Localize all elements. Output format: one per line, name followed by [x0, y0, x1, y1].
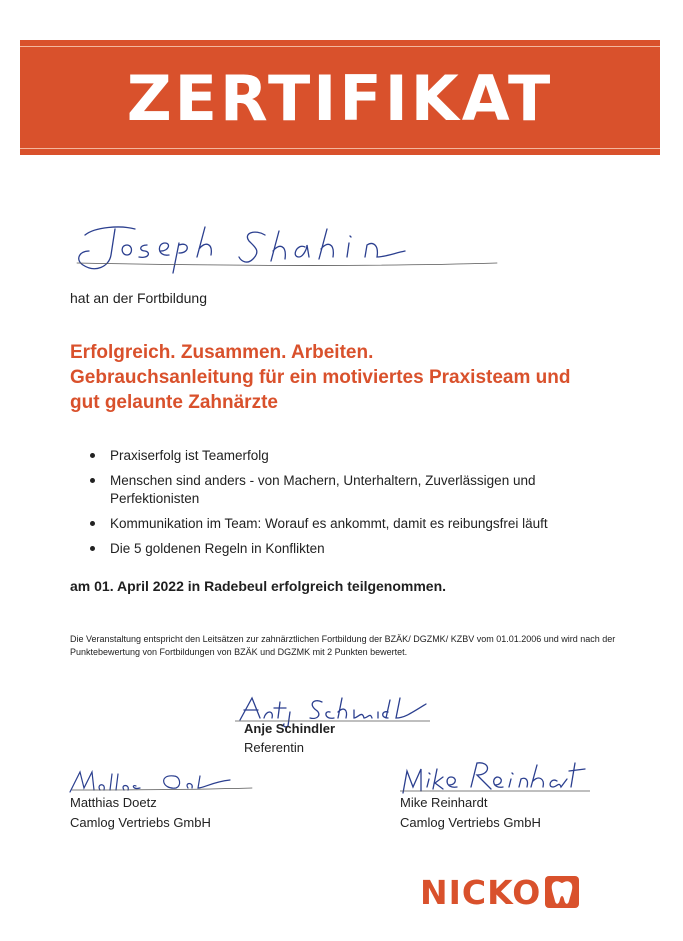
course-title [70, 340, 630, 415]
right-signatory-block [400, 795, 541, 830]
bullet-icon [90, 453, 95, 458]
list-item [70, 447, 610, 465]
certificate-banner [20, 40, 660, 155]
list-item [70, 472, 610, 508]
list-item [70, 515, 610, 533]
left-signatory-company: Camlog Vertriebs GmbH [70, 815, 211, 830]
topic-text: Kommunikation im Team: Worauf es ankommt, damit es reibungsfrei läuft [110, 516, 548, 531]
bullet-icon [90, 521, 95, 526]
tooth-logo-icon [543, 873, 583, 911]
speaker-role: Referentin [244, 740, 304, 755]
speaker-block [244, 721, 335, 755]
bullet-icon [90, 546, 95, 551]
speaker-name: Anje Schindler [244, 721, 336, 736]
course-title-line: Gebrauchsanleitung für ein motiviertes Praxisteam und [70, 367, 571, 388]
left-signatory-name: Matthias Doetz [70, 795, 157, 810]
certificate-title: ZERTIFIKAT [126, 62, 554, 135]
topic-list [70, 447, 610, 565]
topic-text: Die 5 goldenen Regeln in Konflikten [110, 541, 325, 556]
list-item [70, 540, 610, 558]
accreditation-note: Die Veranstaltung entspricht den Leitsätzen zur zahnärztlichen Fortbildung der BZÄK/ DGZMK/ KZBV vom 01.01.2006 und wird nach der Punktebewertung von Fortbildungen von BZÄK und DGZMK mit 2 Punkten bewertet. [70, 634, 616, 657]
bullet-icon [90, 478, 95, 483]
course-title-line: Erfolgreich. Zusammen. Arbeiten. [70, 342, 374, 363]
banner-bottom-rule [20, 148, 660, 149]
completion-statement: am 01. April 2022 in Radebeul erfolgreich teilgenommen. [70, 578, 447, 594]
left-signatory-block [70, 795, 211, 830]
left-signature [62, 768, 262, 798]
logo-text: NICKO [420, 872, 542, 912]
banner-top-rule [20, 46, 660, 47]
recipient-signature [65, 215, 505, 280]
nicko-logo [420, 872, 583, 912]
right-signature [395, 757, 595, 797]
course-title-line: gut gelaunte Zahnärzte [70, 392, 278, 413]
topic-text: Menschen sind anders - von Machern, Unterhaltern, Zuverlässigen und Perfektionisten [110, 473, 536, 506]
topic-text: Praxiserfolg ist Teamerfolg [110, 448, 269, 463]
right-signatory-name: Mike Reinhardt [400, 795, 488, 810]
intro-text: hat an der Fortbildung [70, 290, 207, 306]
right-signatory-company: Camlog Vertriebs GmbH [400, 815, 541, 830]
